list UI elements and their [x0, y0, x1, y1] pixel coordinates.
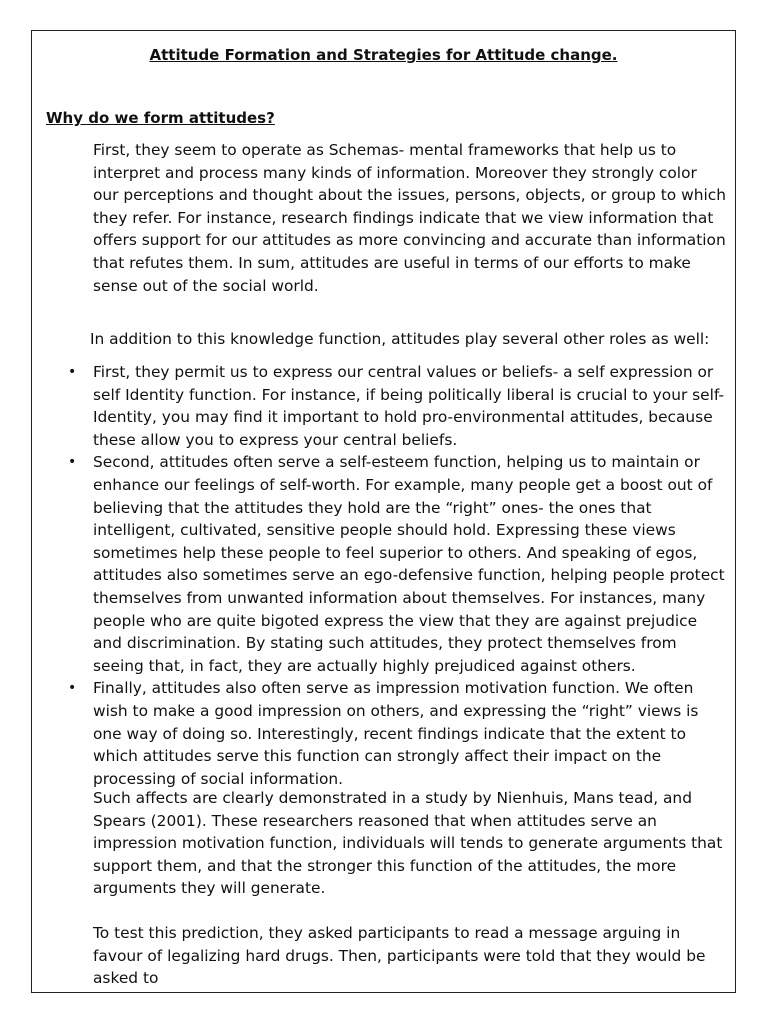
function-bullet-list: [68, 361, 727, 790]
document-title: Attitude Formation and Strategies for Attitude change.: [149, 46, 618, 64]
paragraph-prediction: To test this prediction, they asked participants to read a message arguing in favour of legalizing hard drugs. Then, participants were told that they would be asked to: [93, 924, 706, 988]
bullet-item-self-expression: [68, 361, 727, 451]
bullet-text: First, they permit us to express our central values or beliefs- a self expression or self Identity function. For instance, if being politically liberal is crucial to your self-Identity, you may find it important to hold pro-environmental attitudes, because these allow you to express your central beliefs.: [93, 363, 725, 449]
paragraph-study: Such affects are clearly demonstrated in a study by Nienhuis, Mans tead, and Spears (2001). These researchers reasoned that when attitudes serve an impression motivation function, individuals will tends to generate arguments that support them, and that the stronger this function of the attitudes, the more arguments they will generate.: [93, 789, 723, 898]
bullet-item-impression-motivation: [68, 677, 727, 790]
bullet-dot-icon: •: [68, 364, 77, 380]
paragraph-knowledge-function: In addition to this knowledge function, attitudes play several other roles as well:: [90, 330, 710, 348]
section-heading: Why do we form attitudes?: [46, 109, 275, 127]
bullet-text: Finally, attitudes also often serve as impression motivation function. We often wish to make a good impression on others, and expressing the “right” views is one way of doing so. Interestingly, recent findings indicate that the extent to which attitudes serve this function can strongly affect their impact on the processing of social information.: [93, 679, 699, 788]
paragraph-schemas: First, they seem to operate as Schemas- mental frameworks that help us to interpret and process many kinds of information. Moreover they strongly color our perceptions and thought about the issues, persons, objects, or group to which they refer. For instance, research findings indicate that we view information that offers support for our attitudes as more convincing and accurate than information that refutes them. In sum, attitudes are useful in terms of our efforts to make sense out of the social world.: [93, 141, 726, 295]
bullet-text: Second, attitudes often serve a self-esteem function, helping us to maintain or enhance our feelings of self-worth. For example, many people get a boost out of believing that the attitudes they hold are the “right” ones- the ones that intelligent, cultivated, sensitive people should hold. Expressing these views sometimes help these people to feel superior to others. And speaking of egos, attitudes also sometimes serve an ego-defensive function, helping people protect themselves from unwanted information about themselves. For instances, many people who are quite bigoted express the view that they are against prejudice and discrimination. By stating such attitudes, they protect themselves from seeing that, in fact, they are actually highly prejudiced against others.: [93, 453, 725, 675]
bullet-dot-icon: •: [68, 454, 77, 471]
bullet-item-self-esteem: [68, 451, 727, 677]
bullet-dot-icon: •: [68, 680, 77, 697]
